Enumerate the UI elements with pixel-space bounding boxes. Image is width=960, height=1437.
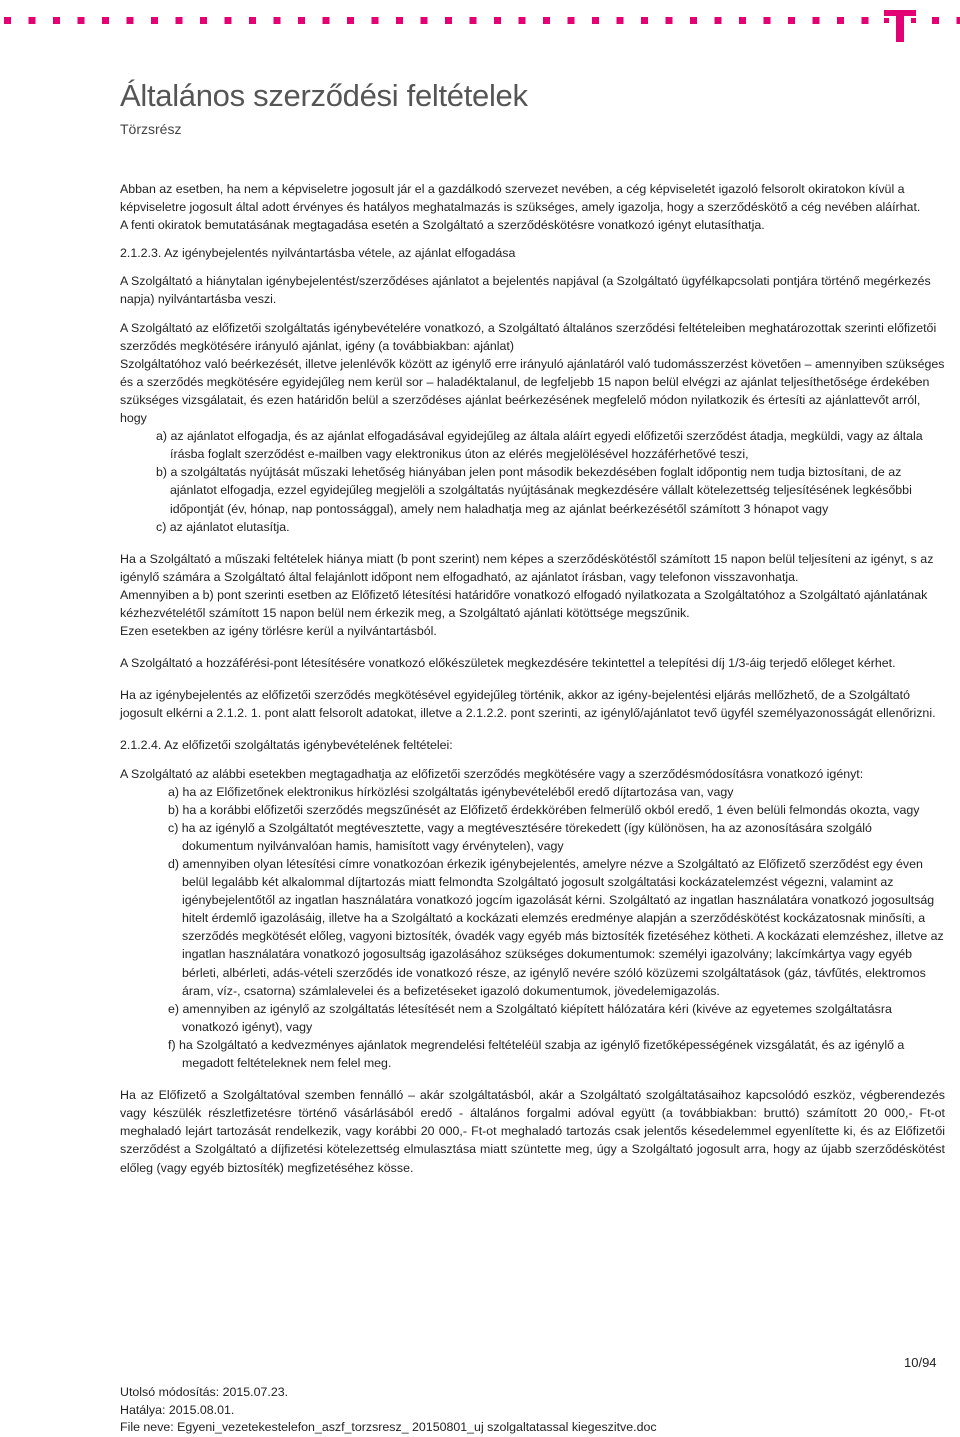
brand-dot [127, 17, 134, 24]
brand-dot [53, 17, 60, 24]
section-heading: 2.1.2.3. Az igénybejelentés nyilvántartásba vétele, az ajánlat elfogadása [120, 244, 945, 262]
paragraph: Ha a Szolgáltató a műszaki feltételek hiánya miatt (b pont szerint) nem képes a szerződéskötéstől számított 15 napon belül teljesíteni az igényt, s az igénylő számára a Szolgáltató által felajánlott időpont nem elfogadható, az ajánlatot írásban, vagy telefonon visszavonhatja. [120, 550, 945, 586]
brand-dot [78, 17, 85, 24]
paragraph: Amennyiben a b) pont szerinti esetben az Előfizető létesítési határidőre vonatkozó elfogadó nyilatkozata a Szolgáltatóhoz a Szolgáltató ajánlatának kézhezvételétől számított 15 napon belül nem érkezik meg, a Szolgáltató ajánlati kötöttsége megszűnik. [120, 586, 945, 622]
brand-dot [837, 17, 844, 24]
brand-dot [494, 17, 501, 24]
brand-dot-strip [0, 16, 960, 28]
footer-modified: Utolsó módosítás: 2015.07.23. [120, 1384, 657, 1402]
brand-dot [862, 17, 869, 24]
brand-dot [249, 17, 256, 24]
brand-dot [739, 17, 746, 24]
brand-dot [347, 17, 354, 24]
brand-dot [764, 17, 771, 24]
brand-dot [225, 17, 232, 24]
brand-dot [323, 17, 330, 24]
list-item: c) ha az igénylő a Szolgáltatót megtévesztette, vagy a megtévesztésére törekedett (így különösen, ha az azonosítására szolgáló dokumentum nyilvánvalóan hamis, hamisított vagy érvénytelen), vagy [120, 819, 945, 855]
brand-dot [592, 17, 599, 24]
document-body [120, 180, 945, 1177]
brand-dot [617, 17, 624, 24]
brand-dot [421, 17, 428, 24]
paragraph: Szolgáltatóhoz való beérkezését, illetve jelenlévők között az igénylő erre irányuló ajánlatáról való tudomásszerzést követően – amennyiben szükséges és a szerződés megkötésére egyidejűleg nem kerül sor – haladéktalanul, de legfeljebb 15 napon belül elvégzi az ajánlat teljesíthetősége érdekében szükséges vizsgálatait, és ezen határidőn belül a szerződéses ajánlat beérkezésének megfelelő módon nyilatkozik és értesíti az ajánlattevőt arról, hogy [120, 355, 945, 427]
paragraph: Ha az Előfizető a Szolgáltatóval szemben fennálló – akár szolgáltatásból, akár a Szolgáltató szolgáltatásaihoz kapcsolódó eszköz, végberendezés vagy készülék részletfizetésre történő vásárlásából eredő - általános forgalmi adóval együtt (a továbbiakban: bruttó) számított 20 000,- Ft-ot meghaladó lejárt tartozását rendelkezik, vagy korábbi 20 000,- Ft-ot meghaladó tartozás csak jelentős késedelemmel egyenlítette ki, és az Előfizetői szerződést a Szolgáltató a díjfizetési kötelezettség elmulasztása miatt szüntette meg, úgy a Szolgáltató jogosult arra, hogy az újabb szerződéskötést előleg (vagy egyéb biztosíték) megfizetéséhez kösse. [120, 1086, 945, 1176]
brand-dot [788, 17, 795, 24]
paragraph: A Szolgáltató a hiánytalan igénybejelentést/szerződéses ajánlatot a bejelentés napjával (a Szolgáltató ügyfélkapcsolati pontjára történő megérkezés napja) nyilvántartásba veszi. [120, 272, 945, 308]
brand-dot [298, 17, 305, 24]
brand-dot [29, 17, 36, 24]
brand-dot [372, 17, 379, 24]
brand-dot [274, 17, 281, 24]
paragraph: Ha az igénybejelentés az előfizetői szerződés megkötésével egyidejűleg történik, akkor az igény-bejelentési eljárás mellőzhető, de a Szolgáltató jogosult elkérni a 2.1.2. 1. pont alatt felsorolt adatokat, illetve a 2.1.2.2. pont szerinti, az igénylő/ajánlatot tevő ügyfél személyazonosságát ellenőrizni. [120, 686, 945, 722]
footer-filename: File neve: Egyeni_vezetekestelefon_aszf_torzsresz_ 20150801_uj szolgaltatassal kiegeszitve.doc [120, 1419, 657, 1437]
page-title: Általános szerződési feltételek [120, 78, 528, 114]
footer [120, 1384, 657, 1437]
list-item: d) amennyiben olyan létesítési címre vonatkozóan érkezik igénybejelentés, amelyre nézve a Szolgáltató az Előfizető szerződést egy éven belül legalább két alkalommal díjtartozás miatt felmondta Szolgáltató jogosult szolgáltatási kockázatelemzést végezni, valamint az igénybejelentőtől az ingatlan használatára vonatkozó jogcím igazolását kérni. Szolgáltató az ingatlan használatára vonatkozó jogosultság hitelt érdemlő igazolásáig, illetve ha a Szolgáltató a kockázati elemzés eredménye alapján a szerződéskötést kockázatosnak minősíti, a szerződés megkötését előleg, vagyoni biztosíték, óvadék vagy egyéb más biztosíték fizetéséhez kötheti. A kockázati elemzéshez, illetve az ingatlan használatára vonatkozó jogosultság igazolásához szükséges dokumentumok: személyi igazolvány; lakcímkártya vagy egyéb bérleti, albérleti, adás-vételi szerződés ide vonatkozó része, az igénylő nevére szóló közüzemi szolgáltatások (gáz, távfűtés, elektromos áram, víz-, csatorna) számlalevelei és a befizetéseket igazoló dokumentumok, jövedelemigazolás. [120, 855, 945, 1000]
list-item: a) az ajánlatot elfogadja, és az ajánlat elfogadásával egyidejűleg az általa aláírt egyedi előfizetői szerződést átadja, megküldi, vagy az általa írásba foglalt szerződést e-mailben vagy elektronikus úton az elérés megjelölésével hozzáférhetővé teszi, [120, 427, 945, 463]
list-item: c) az ajánlatot elutasítja. [120, 518, 945, 536]
list-item: b) ha a korábbi előfizetői szerződés megszűnését az Előfizető érdekkörében felmerülő okból eredő, 1 éven belüli felmondás okozta, vagy [120, 801, 945, 819]
brand-dot [176, 17, 183, 24]
brand-dot [470, 17, 477, 24]
paragraph: Abban az esetben, ha nem a képviseletre jogosult jár el a gazdálkodó szervezet nevében, a cég képviseletét igazoló felsorolt okiratokon kívül a képviseletre jogosult által adott érvényes és hatályos meghatalmazás is szükséges, amely igazolja, hogy a szerződéskötő a cég nevében aláírhat. [120, 180, 945, 216]
brand-dot [445, 17, 452, 24]
brand-dot [568, 17, 575, 24]
paragraph: A fenti okiratok bemutatásának megtagadása esetén a Szolgáltató a szerződéskötésre vonatkozó igényt elutasíthatja. [120, 216, 945, 234]
brand-dot [641, 17, 648, 24]
brand-dot [396, 17, 403, 24]
brand-dot [519, 17, 526, 24]
footer-effective: Hatálya: 2015.08.01. [120, 1402, 657, 1420]
telekom-t-icon [880, 4, 920, 44]
brand-dot [151, 17, 158, 24]
paragraph: Ezen esetekben az igény törlésre kerül a nyilvántartásból. [120, 622, 945, 640]
list-item: b) a szolgáltatás nyújtását műszaki lehetőség hiányában jelen pont második bekezdésében foglalt időpontig nem tudja biztosítani, de az ajánlatot elfogadja, ezzel egyidejűleg megjelöli a szolgáltatás nyújtásának megkezdésére vállalt kötelezettség teljesítésének legkésőbbi időpontját (év, hónap, nap pontossággal), amely nem haladhatja meg az ajánlat beérkezésétől számított 3 hónapot vagy [120, 463, 945, 517]
brand-dot [666, 17, 673, 24]
section-heading: 2.1.2.4. Az előfizetői szolgáltatás igénybevételének feltételei: [120, 736, 945, 754]
brand-dot [690, 17, 697, 24]
brand-dot [932, 17, 939, 24]
brand-dot [957, 17, 960, 24]
brand-dot [813, 17, 820, 24]
brand-dot [4, 17, 11, 24]
list-item: f) ha Szolgáltató a kedvezményes ajánlatok megrendelési feltételéül szabja az igénylő fizetőképességének vizsgálatát, és az igénylő a megadott feltételeknek nem felel meg. [120, 1036, 945, 1072]
paragraph: A Szolgáltató az előfizetői szolgáltatás igénybevételére vonatkozó, a Szolgáltató általános szerződési feltételeiben meghatározottak szerinti előfizetői szerződés megkötésére irányuló ajánlat, igény (a továbbiakban: ajánlat) [120, 319, 945, 355]
page-number: 10/94 [904, 1355, 937, 1370]
list-item: a) ha az Előfizetőnek elektronikus hírközlési szolgáltatás igénybevételéből eredő díjtartozása van, vagy [120, 783, 945, 801]
brand-dot [715, 17, 722, 24]
paragraph: A Szolgáltató az alábbi esetekben megtagadhatja az előfizetői szerződés megkötésére vagy a szerződésmódosításra vonatkozó igényt: [120, 765, 945, 783]
paragraph: A Szolgáltató a hozzáférési-pont létesítésére vonatkozó előkészületek megkezdésére tekintettel a telepítési díj 1/3-áig terjedő előleget kérhet. [120, 654, 945, 672]
page-subtitle: Törzsrész [120, 121, 181, 137]
brand-dot [543, 17, 550, 24]
brand-dot [200, 17, 207, 24]
brand-dot [102, 17, 109, 24]
list-item: e) amennyiben az igénylő az szolgáltatás létesítését nem a Szolgáltató kiépített hálózatára kéri (kivéve az egyetemes szolgáltatásra vonatkozó igényt), vagy [120, 1000, 945, 1036]
